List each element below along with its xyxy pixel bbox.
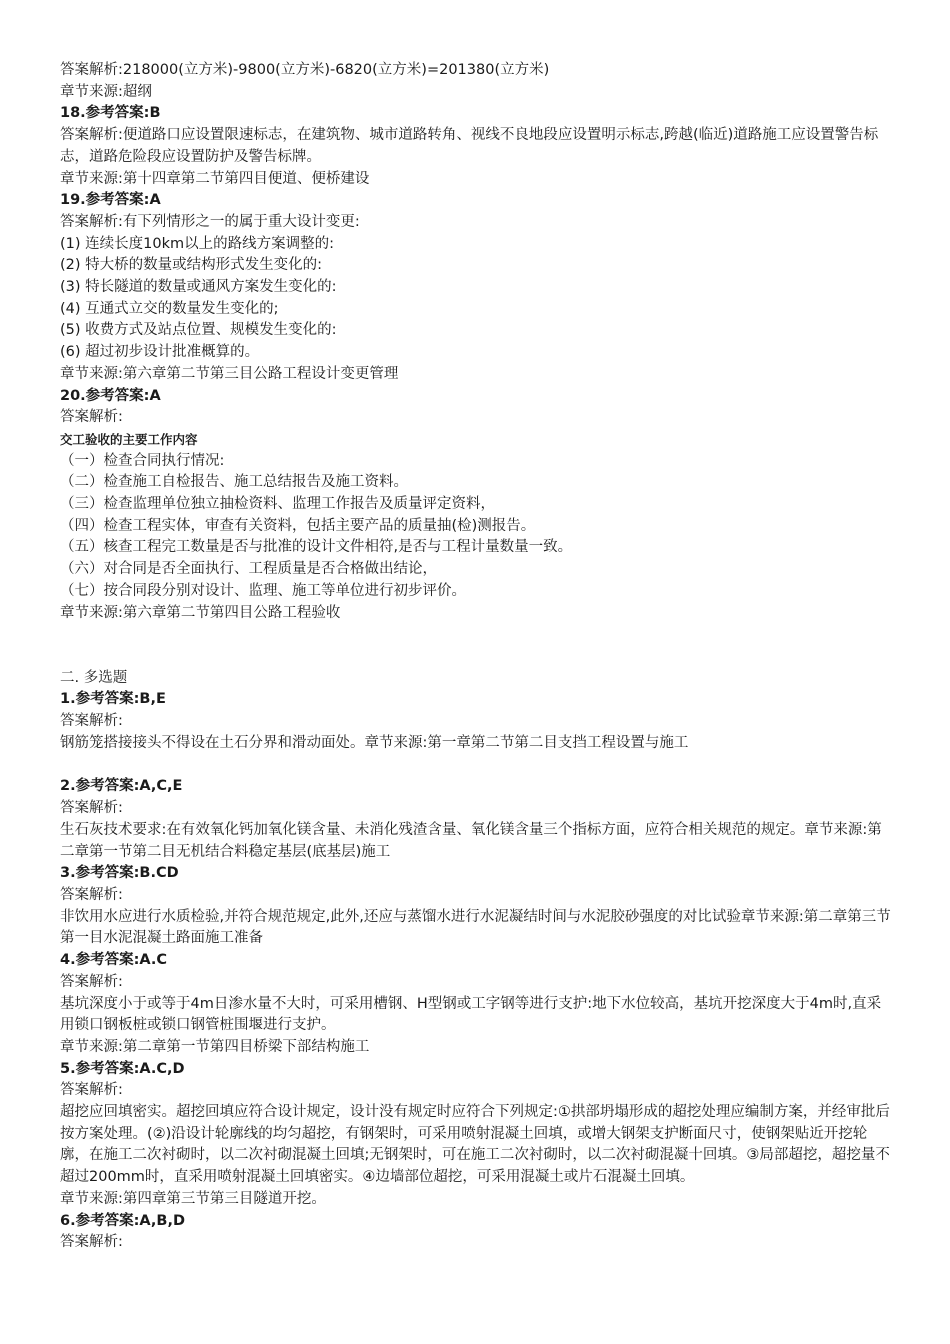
m1-text: 钢筋笼搭接接头不得设在土石分界和滑动面处。章节来源:第一章第二节第二目支挡工程设置与施工 [60,734,689,751]
q19-source: 章节来源:第六章第二节第三目公路工程设计变更管理 [60,365,399,382]
q17-source: 章节来源:超纲 [60,83,152,100]
m4-text: 基坑深度小于或等于4m日渗水量不大时，可采用槽钢、H型钢或工字钢等进行支护:地下水位较高，基坑开挖深度大于4m时,直采用锁口钢板桩或锁口钢管桩围堰进行支护。 [60,995,882,1034]
q19-item: (1) 连续长度10km以上的路线方案调整的: [60,235,335,252]
spacer [60,754,895,776]
m6-label: 答案解析: [60,1234,123,1251]
spacer [60,646,895,668]
m2-text: 生石灰技术要求:在有效氧化钙加氧化镁含量、未消化残渣含量、氧化镁含量三个指标方面，应符合相关规范的规定。章节来源:第二章第一节第二目无机结合料稳定基层(底基层)施工 [60,821,882,860]
section-title-multiple-choice: 二. 多选题 [60,669,128,686]
q20-item: （六）对合同是否全面执行、工程质量是否合格做出结论， [60,561,437,578]
q19-item: (2) 特大桥的数量或结构形式发生变化的: [60,257,323,274]
q17-analysis: 答案解析:218000(立方米)-9800(立方米)-6820(立方米)=201380(立方米) [60,62,550,78]
q18-source: 章节来源:第十四章第二节第四目便道、便桥建设 [60,170,370,187]
q19-item: (4) 互通式立交的数量发生变化的; [60,300,279,317]
q19-analysis: 答案解析:有下列情形之一的属于重大设计变更: [60,213,360,230]
m2-answer: 2.参考答案:A,C,E [60,778,183,795]
m5-label: 答案解析: [60,1082,123,1099]
m1-label: 答案解析: [60,713,123,730]
document-page [60,60,895,1254]
q18-analysis: 答案解析:便道路口应设置限速标志，在建筑物、城市道路转角、视线不良地段应设置明示标志,跨越(临近)道路施工应设置警告标志，道路危险段应设置防护及警告标牌。 [60,127,879,165]
m6-answer: 6.参考答案:A,B,D [60,1212,185,1229]
m3-label: 答案解析: [60,886,123,903]
m4-source: 章节来源:第二章第一节第四目桥梁下部结构施工 [60,1038,370,1055]
m5-source: 章节来源:第四章第三节第三目隧道开挖。 [60,1190,326,1207]
q19-item: (3) 特长隧道的数量或通风方案发生变化的: [60,279,337,296]
q20-item: （五）核查工程完工数量是否与批准的设计文件相符,是否与工程计量数量一致。 [60,539,573,556]
q19-item: (6) 超过初步设计批准概算的。 [60,344,260,361]
q20-answer: 20.参考答案:A [60,387,161,404]
q20-item: （四）检查工程实体，审查有关资料，包括主要产品的质量抽(检)测报告。 [60,517,536,534]
q20-subtitle: 交工验收的主要工作内容 [60,431,198,447]
m5-text: 超挖应回填密实。超挖回填应符合设计规定，设计没有规定时应符合下列规定:①拱部坍塌形成的超挖处理应编制方案，并经审批后按方案处理。(②)沿设计轮廓线的均匀超挖，有钢架时，可采用喷射混凝土回填，或增大钢架支护断面尺寸，使钢架贴近开挖轮廓，在施工二次衬砌时，以二次衬砌混凝土回填;无钢架时，可在施工二次衬砌时，以二次衬砌混凝十回填。③局部超挖，超挖量不超过200mm时，直采用喷射混凝土回填密实。④边墙部位超挖，可采用混凝土或片石混凝土回填。 [60,1104,890,1186]
q20-item: （七）按合同段分别对设计、监理、施工等单位进行初步评价。 [60,582,466,599]
m3-text: 非饮用水应进行水质检验,并符合规范规定,此外,还应与蒸馏水进行水泥凝结时间与水泥胶砂强度的对比试验章节来源:第二章第三节第一目水泥混凝土路面施工准备 [60,908,891,947]
spacer [60,624,895,646]
m5-answer: 5.参考答案:A.C,D [60,1060,185,1077]
q18-answer: 18.参考答案:B [60,105,161,122]
q20-item: （二）检查施工自检报告、施工总结报告及施工资料。 [60,474,408,491]
q20-item: （一）检查合同执行情况: [60,452,225,469]
q20-analysis: 答案解析: [60,409,123,426]
m4-label: 答案解析: [60,973,123,990]
m2-label: 答案解析: [60,800,123,817]
q20-source: 章节来源:第六章第二节第四目公路工程验收 [60,604,341,621]
q19-item: (5) 收费方式及站点位置、规模发生变化的: [60,322,337,339]
m3-answer: 3.参考答案:B.CD [60,865,179,882]
m1-answer: 1.参考答案:B,E [60,691,166,708]
q19-answer: 19.参考答案:A [60,192,161,209]
m4-answer: 4.参考答案:A.C [60,952,168,969]
q20-item: （三）检查监理单位独立抽检资料、监理工作报告及质量评定资料， [60,496,495,513]
